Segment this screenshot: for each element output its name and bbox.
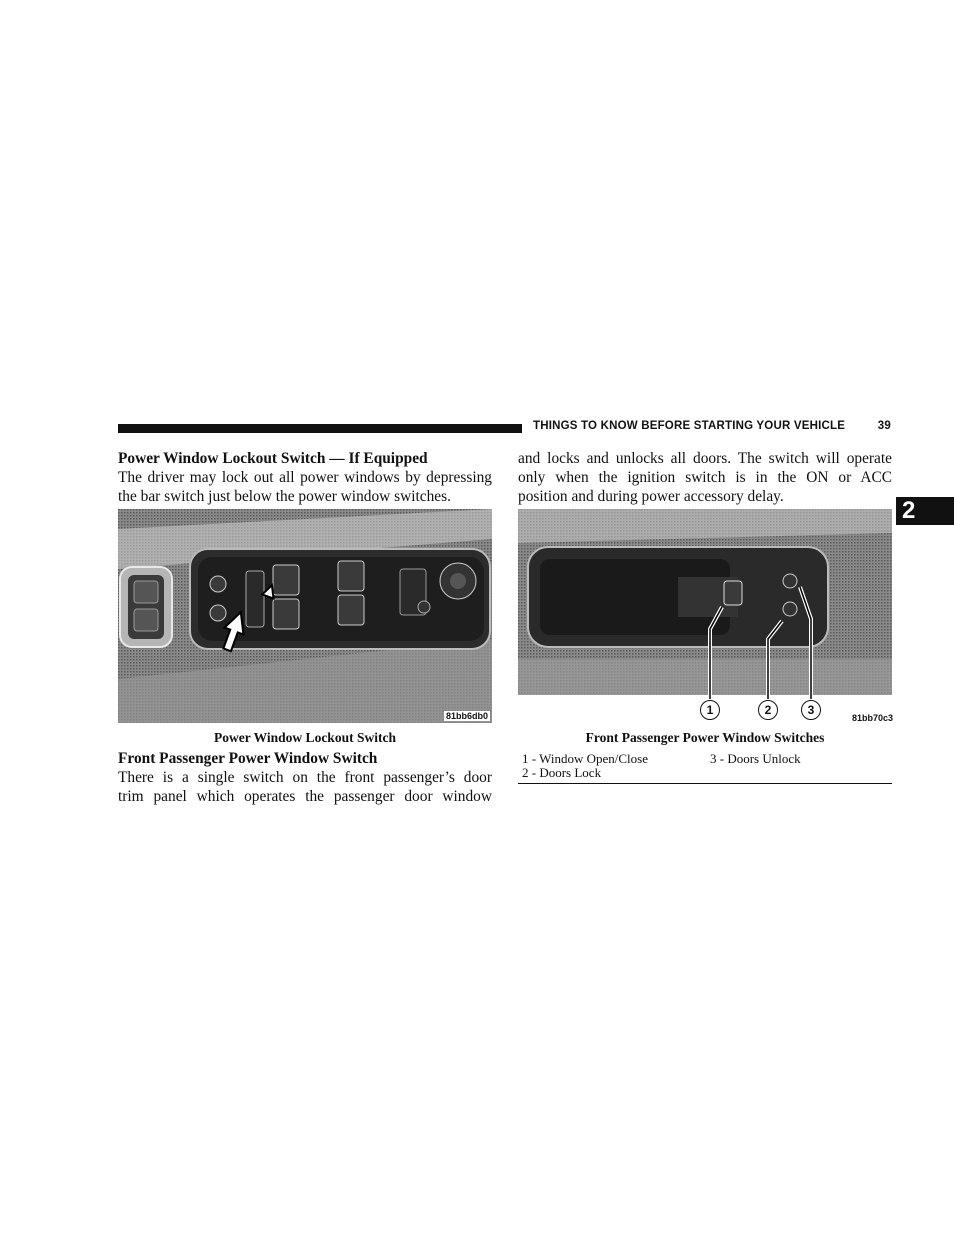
figure-caption: Front Passenger Power Window Switches	[585, 730, 825, 745]
lockout-switch-illustration	[118, 509, 492, 723]
figure-code: 81bb6db0	[445, 711, 488, 721]
heading-lockout-switch: Power Window Lockout Switch — If Equipped	[118, 450, 428, 467]
callout-3: 3	[801, 700, 821, 720]
chapter-number: 2	[902, 497, 916, 524]
paragraph-line: trim panel which operates the passenger door window	[118, 788, 492, 805]
figure-caption: Power Window Lockout Switch	[214, 730, 396, 745]
legend-item: 1 - Window Open/Close	[522, 751, 648, 766]
callout-2: 2	[758, 700, 778, 720]
figure-legend	[518, 752, 892, 780]
page-number: 39	[877, 420, 891, 432]
left-column-bottom	[118, 749, 492, 806]
heading-passenger-switch: Front Passenger Power Window Switch	[118, 750, 378, 767]
running-header	[533, 420, 891, 432]
paragraph-line: only when the ignition switch is in the ON or ACC	[518, 469, 892, 486]
callout-leaders	[518, 509, 892, 724]
paragraph-line: and locks and unlocks all doors. The switch will operate	[518, 450, 892, 467]
section-title: THINGS TO KNOW BEFORE STARTING YOUR VEHICLE	[533, 420, 846, 432]
paragraph-line: The driver may lock out all power windows by depressing	[118, 469, 492, 486]
legend-item: 3 - Doors Unlock	[710, 751, 801, 766]
chapter-tab	[896, 497, 954, 525]
figure-code: 81bb70c3	[852, 713, 894, 723]
right-column-text	[518, 449, 892, 506]
legend-rule	[518, 783, 892, 784]
paragraph-line: There is a single switch on the front passenger’s door	[118, 769, 492, 786]
legend-item: 2 - Doors Lock	[522, 765, 602, 780]
header-rule	[118, 424, 522, 433]
paragraph-line: the bar switch just below the power window switches.	[118, 488, 451, 505]
figure-lockout-switch	[118, 509, 492, 723]
left-column-top	[118, 449, 492, 506]
callout-1: 1	[700, 700, 720, 720]
paragraph-line: position and during power accessory delay.	[518, 488, 784, 505]
